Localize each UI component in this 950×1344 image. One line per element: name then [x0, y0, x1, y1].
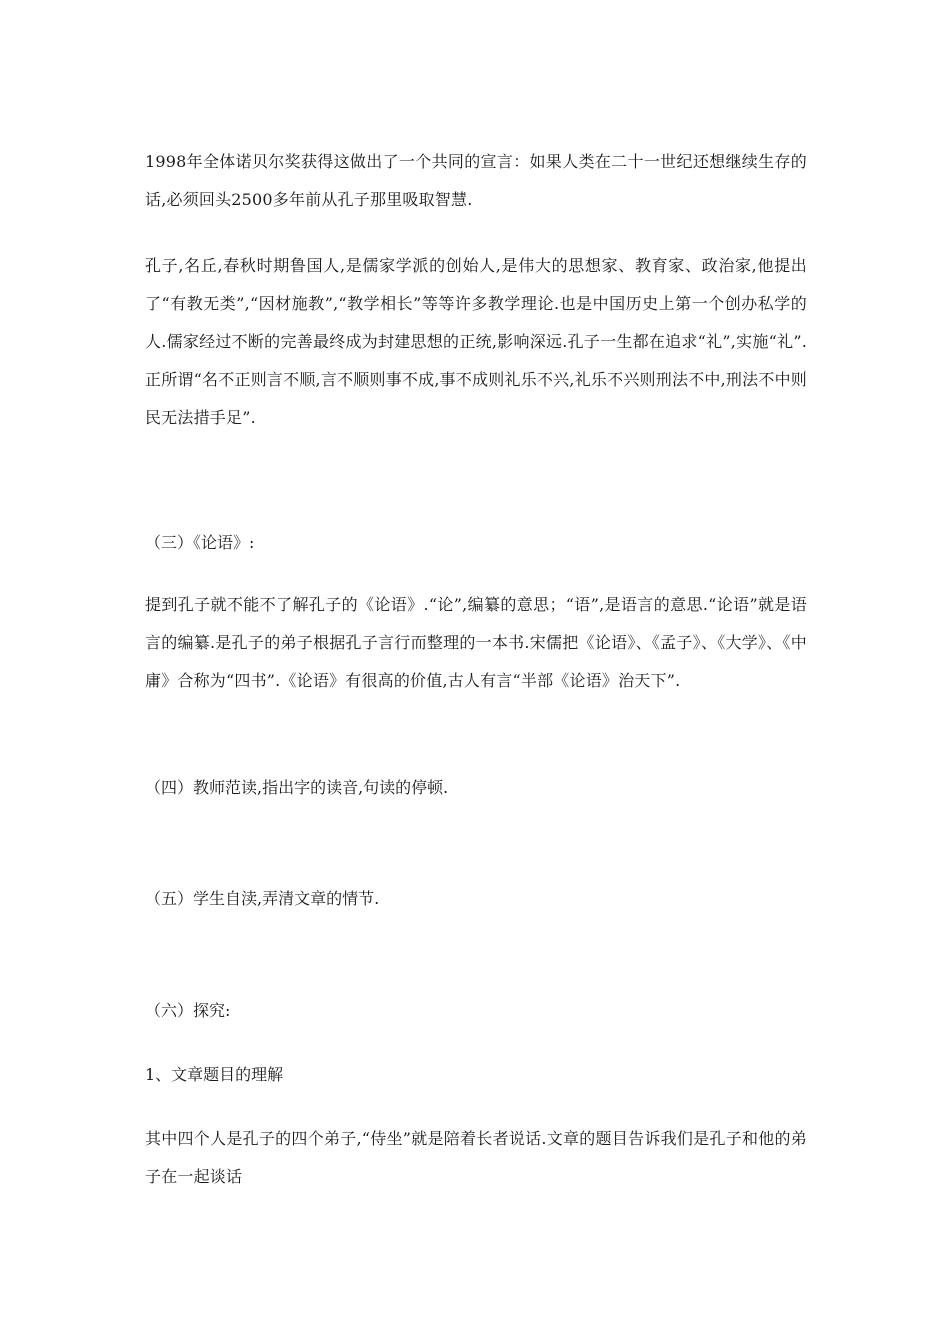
subheading-title-understanding: 1、文章题目的理解: [145, 1065, 284, 1084]
paragraph-analects: 提到孔子就不能不了解孔子的《论语》.“论”,编纂的意思；“语”,是语言的意思.“论语”就是语言的编纂.是孔子的弟子根据孔子言行而整理的一本书.宋儒把《论语》、《孟子》、《大学》、《中庸》合称为“四书”.《论语》有很高的价值,古人有言“半部《论语》治天下”.: [145, 595, 807, 690]
paragraph-confucius-intro: 孔子,名丘,春秋时期鲁国人,是儒家学派的创始人,是伟大的思想家、教育家、政治家,他提出了“有教无类”,“因材施教”,“教学相长”等等许多教学理论.也是中国历史上第一个创办私学的人.儒家经过不断的完善最终成为封建思想的正统,影响深远.孔子一生都在追求“礼”,实施“礼”.正所谓“名不正则言不顺,言不顺则事不成,事不成则礼乐不兴,礼乐不兴则刑法不中,刑法不中则民无法措手足”.: [145, 256, 807, 427]
section-heading-analects: （三）《论语》:: [145, 533, 255, 552]
paragraph-title-explanation: 其中四个人是孔子的四个弟子,“侍坐”就是陪着长者说话.文章的题目告诉我们是孔子和他的弟子在一起谈话: [145, 1129, 807, 1186]
paragraph-nobel-declaration: 1998年全体诺贝尔奖获得这做出了一个共同的宣言：如果人类在二十一世纪还想继续生存的话,必须回头2500多年前从孔子那里吸取智慧.: [145, 152, 807, 209]
section-heading-self-reading: （五）学生自渎,弄清文章的情节.: [145, 889, 380, 908]
section-heading-teacher-reading: （四）教师范读,指出字的读音,句读的停顿.: [145, 778, 449, 797]
section-heading-inquiry: （六）探究:: [145, 1001, 231, 1020]
